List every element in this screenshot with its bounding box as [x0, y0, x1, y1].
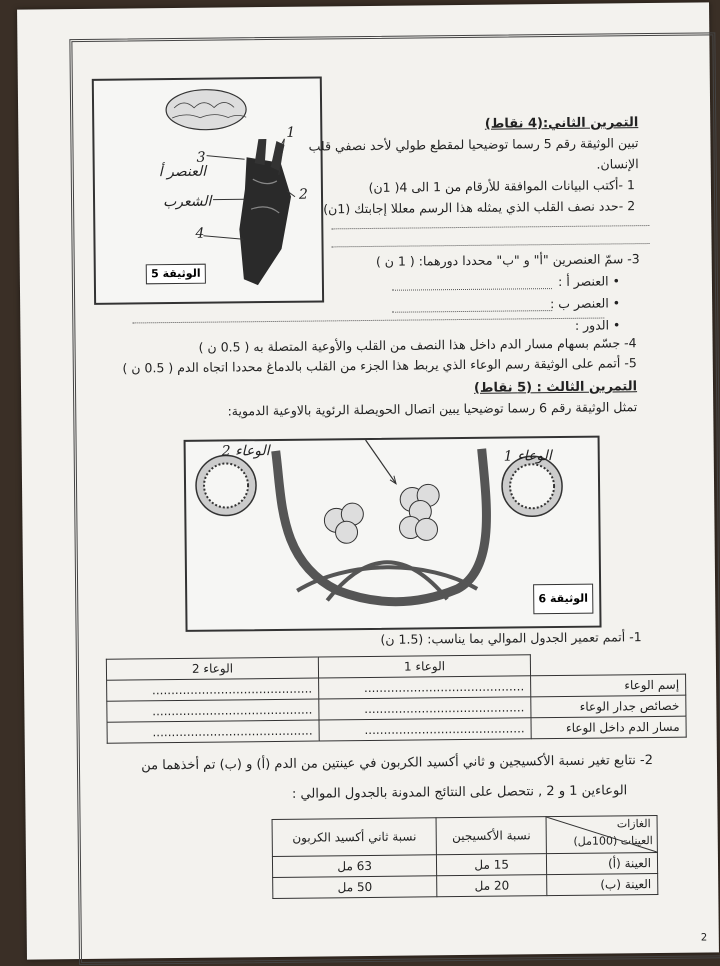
vessel2-label: الوعاء 2	[222, 443, 270, 460]
blood-vessel-network	[276, 449, 488, 603]
gas-results-table	[272, 815, 659, 899]
table-header: الوعاء 2	[106, 657, 318, 680]
element-a-label: • العنصر أ :	[558, 273, 620, 289]
figure-5	[92, 76, 324, 304]
co2-value: 50 مل	[273, 876, 437, 899]
co2-value: 63 مل	[272, 855, 436, 878]
brain-icon	[166, 89, 246, 130]
exercise2-title: التمرين الثاني:(4 نقاط)	[485, 115, 639, 132]
sample-label: العينة (أ)	[546, 852, 657, 874]
exercise2-question3: 3- سمّ العنصرين "أ" و "ب" محددا دورهما: ( 1 ن )	[376, 251, 640, 269]
page-number: 2	[701, 932, 707, 943]
vessels-table	[106, 653, 687, 744]
table-cell[interactable]: ..........................................	[319, 718, 531, 741]
exercise2-question4: 4- جسّم بسهام مسار الدم داخل هذا النصف من القلب والأوعية المتصلة به ( 0.5 ن )	[199, 335, 637, 355]
row-label: خصائص جدار الوعاء	[531, 695, 686, 718]
table-corner	[546, 815, 657, 853]
table-cell[interactable]: ..........................................	[319, 676, 531, 699]
figure5-caption: الوثيقة 5	[146, 264, 206, 285]
element-b-text: العنصر ب :	[550, 295, 609, 311]
exercise3-intro: تمثل الوثيقة رقم 6 رسما توضيحيا يبين اتصال الحويصلة الرئوية بالاوعية الدموية:	[227, 399, 637, 418]
figure5-label-4: 4	[194, 226, 204, 242]
table-cell[interactable]: ..........................................	[107, 720, 319, 743]
o2-value: 20 مل	[437, 875, 547, 897]
row-label: إسم الوعاء	[531, 674, 686, 697]
exercise3-question1: 1- أتمم تعمير الجدول الموالي بما يناسب: (1.5 ن)	[380, 629, 641, 647]
alveoli-cluster-icon	[324, 484, 440, 543]
corner-bottom-label: العينات (100مل)	[573, 834, 653, 848]
figure5-label-capillary: الشعرب	[163, 194, 214, 211]
figure5-label-3: 3	[197, 150, 206, 166]
figure-6	[184, 436, 602, 632]
table-row	[273, 873, 658, 898]
element-b-label: • العنصر ب :	[550, 295, 620, 311]
exercise3-question2-line2: الوعاءين 1 و 2 , نتحصل على النتائج المدونة بالجدول الموالي :	[292, 783, 627, 802]
figure5-label-2: 2	[298, 187, 308, 203]
corner-top-label: الغازات	[617, 817, 651, 830]
table-corner	[530, 653, 685, 676]
exercise2-intro-line2: الإنسان.	[596, 156, 638, 171]
role-label: • الدور :	[575, 317, 621, 332]
exam-sheet	[17, 2, 719, 959]
exercise3-question2-line1: 2- نتابع تغير نسبة الأكسيجين و ثاني أكسيد الكربون في عينتين من الدم (أ) و (ب) تم أخذهما من	[141, 753, 653, 773]
figure5-label-1: 1	[286, 125, 295, 141]
figure6-caption: الوثيقة 6	[533, 584, 593, 615]
vessel2-cross-section-icon	[196, 455, 257, 516]
exercise2-question5: 5- أتمم على الوثيقة رسم الوعاء الذي يربط هذا الجزء من القلب بالدماغ محددا اتجاه الدم ( 0.5 ن )	[122, 355, 636, 375]
heart-section-icon	[238, 139, 292, 286]
table-header: نسبة ثاني أكسيد الكربون	[272, 818, 437, 857]
heart-brain-diagram	[94, 79, 318, 299]
table-row	[272, 815, 657, 856]
row-label: مسار الدم داخل الوعاء	[531, 716, 686, 739]
table-cell[interactable]: ..........................................	[107, 699, 319, 722]
o2-value: 15 مل	[437, 854, 547, 876]
table-cell[interactable]: ..........................................	[107, 678, 319, 701]
sample-label: العينة (ب)	[547, 873, 658, 895]
exercise2-question2: 2 -حدد نصف القلب الذي يمثله هذا الرسم معللا إجابتك (1ن)	[323, 198, 635, 216]
table-header: الوعاء 1	[318, 655, 530, 678]
exercise2-intro-line1: تبين الوثيقة رقم 5 رسما توضيحيا لمقطع طولي لأحد نصفي قلب	[309, 135, 639, 153]
alveolus-pointer-arrow	[366, 440, 396, 484]
table-header: نسبة الأكسيجين	[436, 817, 546, 855]
role-text: الدور :	[575, 317, 609, 332]
figure5-label-element-a: العنصر أ	[159, 162, 209, 181]
vessel1-cross-section-icon	[502, 456, 563, 517]
table-cell[interactable]: ..........................................	[319, 697, 531, 720]
vessel1-label: الوعاء 1	[504, 448, 552, 465]
exercise2-question1: 1 -أكتب البيانات الموافقة للأرقام من 1 الى 4( 1ن)	[368, 177, 635, 195]
element-a-text: العنصر أ :	[558, 273, 609, 289]
exercise3-title: التمرين الثالث : (5 نقاط)	[474, 379, 637, 396]
